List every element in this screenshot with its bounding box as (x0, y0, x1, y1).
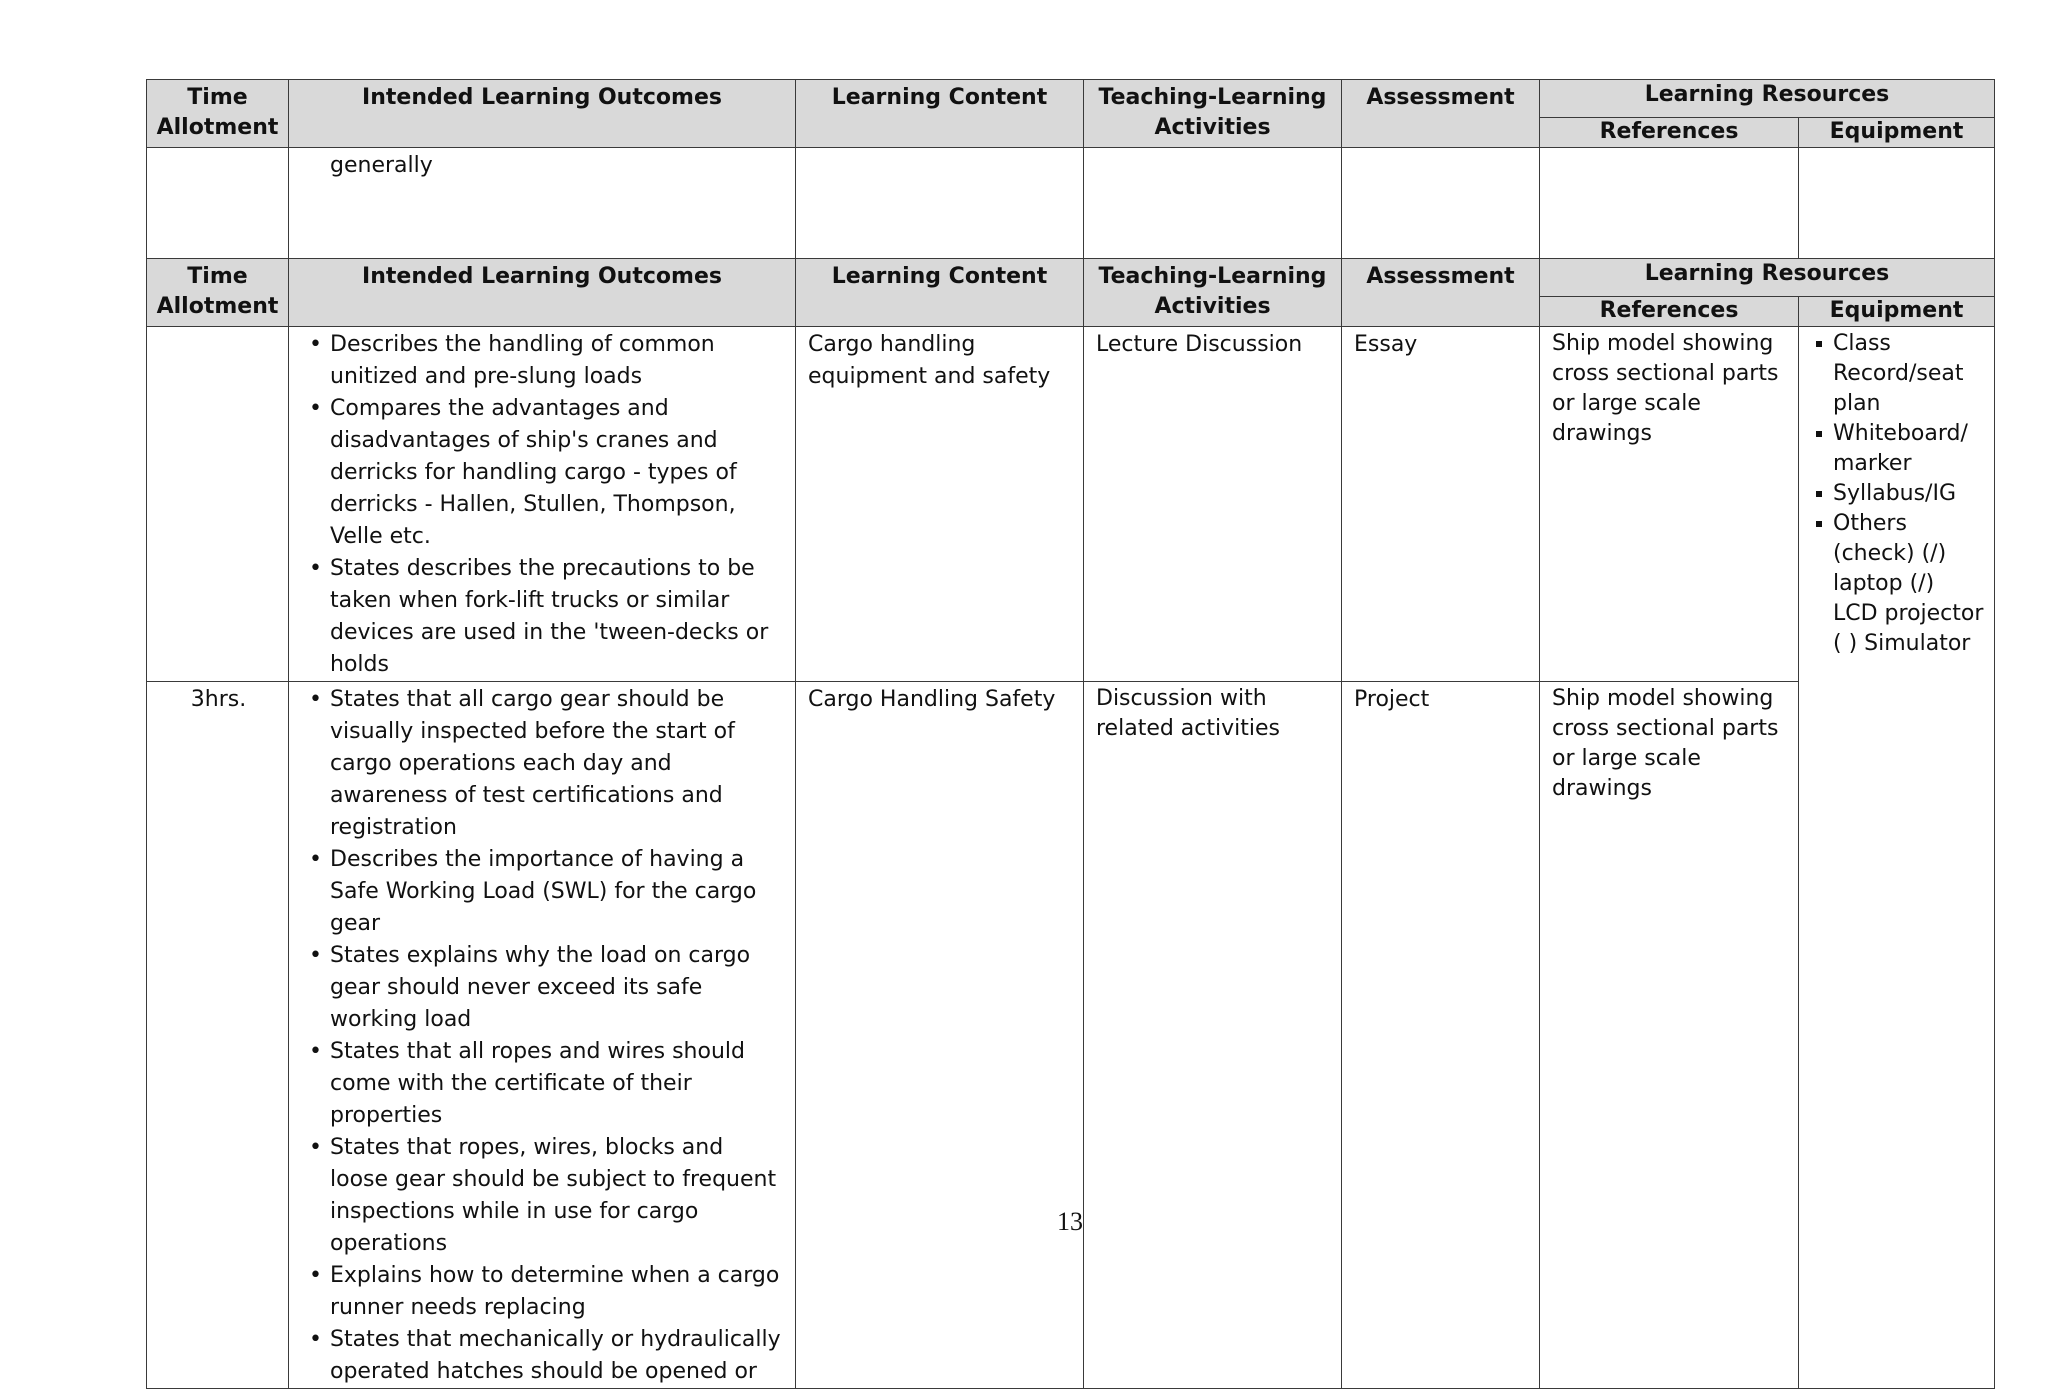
continuation-assessment-cell (1342, 148, 1540, 259)
equipment-list (1805, 329, 1984, 659)
header-assessment: Assessment (1342, 80, 1540, 148)
header-learning-resources: Learning Resources (1540, 80, 1995, 118)
assessment-cell: Project (1342, 682, 1540, 1389)
continuation-content-cell (796, 148, 1084, 259)
list-item: Class Record/seat plan (1833, 329, 1984, 419)
header-intended-learning-outcomes: Intended Learning Outcomes (289, 80, 796, 148)
header-row-1a (147, 80, 1995, 118)
header-learning-resources: Learning Resources (1540, 259, 1995, 297)
list-item: Others (check) (/) laptop (/) LCD projector ( ) Simulator (1833, 509, 1984, 659)
continuation-tla-cell (1084, 148, 1342, 259)
tla-cell: Lecture Discussion (1084, 327, 1342, 682)
ilo-continuation-text: generally (330, 153, 433, 178)
references-cell: Ship model showing cross sectional parts or large scale drawings (1540, 682, 1799, 1389)
continuation-equipment-cell (1799, 148, 1995, 259)
header-references: References (1540, 297, 1799, 327)
header-equipment: Equipment (1799, 118, 1995, 148)
list-item: • States that all cargo gear should be visually inspected before the start of cargo operations each day and awareness of test certifications and registration (330, 684, 785, 844)
header-teaching-learning-activities: Teaching-Learning Activities (1084, 80, 1342, 148)
assessment-cell: Essay (1342, 327, 1540, 682)
continuation-ilo-cell (289, 148, 796, 259)
ilo-list (301, 329, 785, 681)
list-item: • States describes the precautions to be taken when fork-lift trucks or similar devices are used in the 'tween-decks or holds (330, 553, 785, 681)
header-time-allotment: Time Allotment (147, 259, 289, 327)
time-cell: 3hrs. (147, 682, 289, 1389)
list-item: • States that mechanically or hydraulically operated hatches should be opened or (330, 1324, 785, 1388)
list-item: • Describes the handling of common unitized and pre-slung loads (330, 329, 785, 393)
header-intended-learning-outcomes: Intended Learning Outcomes (289, 259, 796, 327)
learning-content-cell: Cargo handling equipment and safety (796, 327, 1084, 682)
learning-content-cell: Cargo Handling Safety (796, 682, 1084, 1389)
list-item: • States explains why the load on cargo gear should never exceed its safe working load (330, 940, 785, 1036)
table-row (147, 327, 1995, 682)
table-row (147, 682, 1995, 1389)
header-teaching-learning-activities: Teaching-Learning Activities (1084, 259, 1342, 327)
tla-cell: Discussion with related activities (1084, 682, 1342, 1389)
list-item: • Explains how to determine when a cargo runner needs replacing (330, 1260, 785, 1324)
list-item: • States that ropes, wires, blocks and loose gear should be subject to frequent inspections while in use for cargo operations (330, 1132, 785, 1260)
page-number: 13 (1057, 1207, 1083, 1236)
list-item: • States that all ropes and wires should come with the certificate of their properties (330, 1036, 785, 1132)
header-references: References (1540, 118, 1799, 148)
continuation-references-cell (1540, 148, 1799, 259)
list-item: Whiteboard/ marker (1833, 419, 1984, 479)
list-item: Syllabus/IG (1833, 479, 1984, 509)
header-assessment: Assessment (1342, 259, 1540, 327)
list-item: • Compares the advantages and disadvantages of ship's cranes and derricks for handling cargo - types of derricks - Hallen, Stullen, Thompson, Velle etc. (330, 393, 785, 553)
header-learning-content: Learning Content (796, 259, 1084, 327)
header-equipment: Equipment (1799, 297, 1995, 327)
time-cell (147, 327, 289, 682)
list-item: • Describes the importance of having a Safe Working Load (SWL) for the cargo gear (330, 844, 785, 940)
continuation-time-cell (147, 148, 289, 259)
header-row-2a (147, 259, 1995, 297)
references-cell: Ship model showing cross sectional parts or large scale drawings (1540, 327, 1799, 682)
header-time-allotment: Time Allotment (147, 80, 289, 148)
header-learning-content: Learning Content (796, 80, 1084, 148)
ilo-cell (289, 682, 796, 1389)
continuation-row (147, 148, 1995, 259)
ilo-cell (289, 327, 796, 682)
ilo-list (301, 684, 785, 1388)
syllabus-table (146, 79, 1995, 1389)
